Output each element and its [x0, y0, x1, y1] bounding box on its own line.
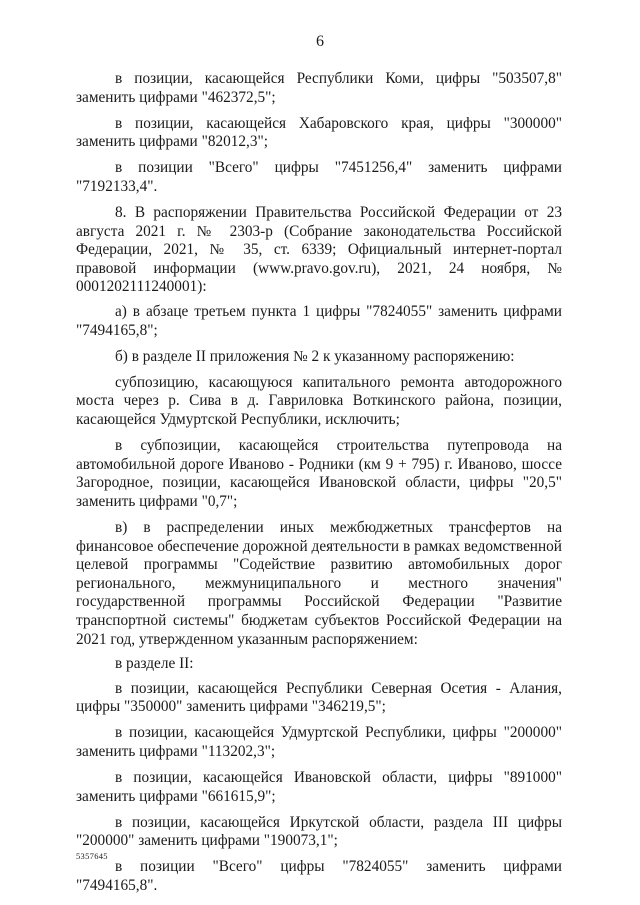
paragraph-item-a: а) в абзаце третьем пункта 1 цифры "7824055" заменить цифрами "7494165,8"; — [76, 303, 562, 339]
paragraph-total-2: в позиции "Всего" цифры "7824055" заменить цифрами "7494165,8". — [76, 858, 562, 895]
paragraph-komi: в позиции, касающейся Республики Коми, цифры "503507,8" заменить цифрами "462372,5"; — [76, 70, 562, 106]
page-number: 6 — [316, 33, 324, 50]
paragraph-section-2: в разделе II: — [115, 655, 194, 673]
paragraph-item-v: в) в распределении иных межбюджетных трансфертов на финансовое обеспечение дорожной деятельности в рамках ведомственной целевой программы "Содействие развитию автомобильных дорог регионального, межмуниципального и местного значения" государственной программы Российской Федерации "Развитие транспортной системы" бюджетам субъектов Российской Федерации на 2021 год, утвержденном указанным распоряжением: — [76, 518, 562, 648]
paragraph-north-ossetia: в позиции, касающейся Республики Северная Осетия - Алания, цифры "350000" заменить цифрами "346219,5"; — [76, 679, 562, 716]
document-code: 5357645 — [76, 851, 108, 861]
paragraph-item-8: 8. В распоряжении Правительства Российской Федерации от 23 августа 2021 г. № 2303-р (Собрание законодательства Российской Федерации, 2021, № 35, ст. 6339; Официальный интернет-портал правовой информации (www.pravo.gov.ru), 2021, 24 ноября, № 0001202111240001): — [76, 204, 562, 296]
paragraph-item-b: б) в разделе II приложения № 2 к указанному распоряжению: — [115, 347, 515, 365]
paragraph-ivanovo: в позиции, касающейся Ивановской области, цифры "891000" заменить цифрами "661615,9"; — [76, 769, 562, 805]
document-body — [76, 70, 562, 903]
paragraph-subposition-ivanovo: в субпозиции, касающейся строительства путепровода на автомобильной дороге Иваново - Родники (км 9 + 795) г. Иваново, шоссе Загородное, позиции, касающейся Ивановской области, цифры "20,5" заменить цифрами "0,7"; — [76, 437, 562, 510]
paragraph-udmurtia: в позиции, касающейся Удмуртской Республики, цифры "200000" заменить цифрами "113202,3"; — [76, 724, 562, 760]
paragraph-khabarovsk: в позиции, касающейся Хабаровского края, цифры "300000" заменить цифрами "82012,3"; — [76, 114, 562, 151]
paragraph-subposition-exclude: субпозицию, касающуюся капитального ремонта автодорожного моста через р. Сива в д. Гавриловка Воткинского района, позиции, касающейся Удмуртской Республики, исключить; — [76, 373, 562, 428]
paragraph-irkutsk: в позиции, касающейся Иркутской области, раздела III цифры "200000" заменить цифрами "190073,1"; — [76, 813, 562, 850]
paragraph-total-1: в позиции "Всего" цифры "7451256,4" заменить цифрами "7192133,4". — [76, 159, 562, 195]
